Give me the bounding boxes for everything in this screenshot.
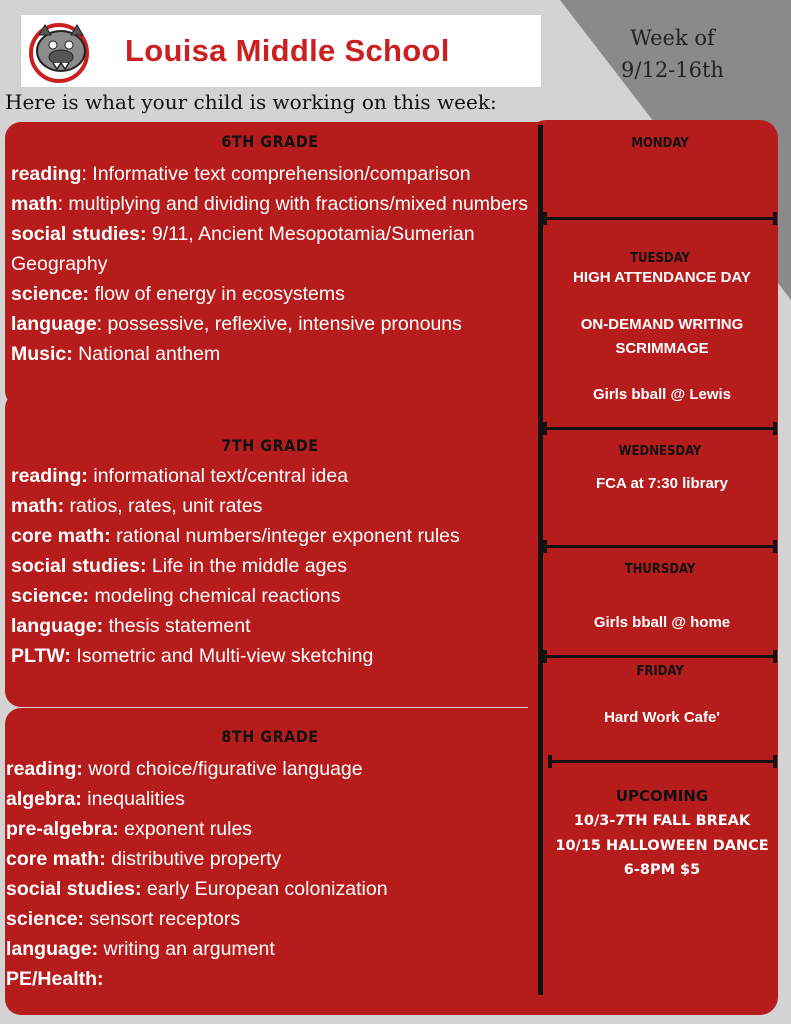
subject-name: math:: [11, 495, 65, 517]
subject-text: :: [81, 163, 87, 185]
event-on-demand-writing: ON-DEMAND WRITING SCRIMMAGE: [580, 316, 744, 357]
subject-row: [11, 641, 541, 671]
subject-text: multiplying and dividing with fractions/mixed numbers: [63, 193, 528, 215]
subject-row: [6, 784, 536, 814]
subject-row: [6, 874, 536, 904]
subject-text: sensort receptors: [84, 908, 241, 930]
week-info: [605, 22, 740, 86]
subject-text: rational numbers/integer exponent rules: [110, 525, 460, 547]
upcoming-item: 10/15 HALLOWEEN DANCE: [555, 838, 769, 854]
subject-name: PE/Health:: [6, 968, 104, 990]
upcoming-title: UPCOMING: [615, 787, 709, 805]
subject-row: [11, 551, 541, 581]
subject-text: flow of energy in ecosystems: [89, 283, 345, 305]
grade-7-subjects: [11, 461, 541, 671]
subject-row: [6, 934, 536, 964]
week-range: 9/12-16th: [621, 58, 724, 82]
event-girls-bball-lewis: Girls bball @ Lewis: [593, 386, 731, 403]
subject-row: [11, 159, 541, 189]
subject-name: algebra:: [6, 788, 82, 810]
subject-name: math: [11, 193, 58, 215]
upcoming-item: 10/3-7TH FALL BREAK: [573, 813, 751, 829]
subject-name: social studies:: [11, 555, 147, 577]
divider-tuesday: [543, 427, 777, 430]
subject-text: :: [57, 193, 64, 215]
subject-text: Life in the middle ages: [146, 555, 348, 577]
subject-text: thesis statement: [103, 615, 251, 637]
intro-text: Here is what your child is working on this week:: [5, 90, 497, 114]
subject-text: early European colonization: [141, 878, 388, 900]
subject-name: science:: [6, 908, 85, 930]
subject-name: reading:: [6, 758, 83, 780]
subject-text: distributive property: [105, 848, 282, 870]
subject-row: [11, 521, 541, 551]
bulldog-logo-icon: [25, 19, 105, 83]
day-tuesday: TUESDAY: [630, 251, 690, 266]
upcoming-item: 6-8PM $5: [623, 862, 701, 878]
subject-text: modeling chemical reactions: [89, 585, 341, 607]
subject-row: [6, 964, 536, 994]
subject-row: [11, 491, 541, 521]
subject-row: [6, 904, 536, 934]
subject-name: core math:: [11, 525, 111, 547]
header-banner: [20, 14, 542, 88]
subject-text: Informative text comprehension/comparison: [86, 163, 471, 185]
subject-name: core math:: [6, 848, 106, 870]
event-girls-bball-home: Girls bball @ home: [593, 614, 731, 631]
subject-text: National anthem: [72, 343, 221, 365]
subject-name: language:: [6, 938, 99, 960]
subject-row: [11, 461, 541, 491]
subject-row: [11, 309, 541, 339]
subject-text: possessive, reflexive, intensive pronouns: [102, 313, 462, 335]
subject-text: exponent rules: [118, 818, 253, 840]
subject-name: PLTW:: [11, 645, 71, 667]
subject-text: Isometric and Multi-view sketching: [70, 645, 374, 667]
subject-row: [6, 844, 536, 874]
subject-name: pre-algebra:: [6, 818, 119, 840]
divider-friday: [548, 760, 777, 763]
subject-name: science:: [11, 585, 90, 607]
divider-thursday: [543, 655, 777, 658]
subject-name: reading:: [11, 465, 88, 487]
subject-text: ratios, rates, unit rates: [64, 495, 263, 517]
subject-row: [6, 754, 536, 784]
subject-text: writing an argument: [98, 938, 275, 960]
subject-name: social studies:: [11, 223, 147, 245]
subject-text: 9/11, Ancient Mesopotamia/Sumerian Geography: [11, 223, 475, 275]
divider-wednesday: [543, 545, 777, 548]
subject-name: language: [11, 313, 97, 335]
subject-row: [11, 189, 541, 219]
grade-8-subjects: [6, 754, 536, 994]
subject-row: [6, 814, 536, 844]
day-friday: FRIDAY: [636, 664, 684, 679]
day-thursday: THURSDAY: [624, 562, 696, 577]
day-monday: MONDAY: [631, 136, 689, 151]
subject-text: inequalities: [81, 788, 185, 810]
subject-name: science:: [11, 283, 90, 305]
grade-6-title: 6TH GRADE: [221, 132, 319, 151]
subject-name: language:: [11, 615, 104, 637]
subject-row: [11, 219, 541, 279]
week-label: Week of: [630, 26, 715, 50]
subject-row: [11, 279, 541, 309]
event-high-attendance: HIGH ATTENDANCE DAY: [573, 269, 751, 286]
subject-row: [11, 611, 541, 641]
grade-8-title: 8TH GRADE: [221, 727, 319, 746]
event-fca: FCA at 7:30 library: [596, 475, 728, 492]
subject-row: [11, 339, 541, 369]
event-hard-work-cafe: Hard Work Cafe': [604, 709, 720, 726]
grade-6-subjects: [11, 159, 541, 369]
subject-name: social studies:: [6, 878, 142, 900]
subject-name: reading: [11, 163, 82, 185]
school-name: Louisa Middle School: [125, 33, 450, 68]
day-wednesday: WEDNESDAY: [618, 444, 702, 459]
subject-text: :: [96, 313, 103, 335]
divider-monday: [543, 217, 777, 220]
subject-text: word choice/figurative language: [82, 758, 363, 780]
subject-name: Music:: [11, 343, 73, 365]
grade-7-title: 7TH GRADE: [221, 436, 319, 455]
subject-text: informational text/central idea: [87, 465, 349, 487]
subject-row: [11, 581, 541, 611]
